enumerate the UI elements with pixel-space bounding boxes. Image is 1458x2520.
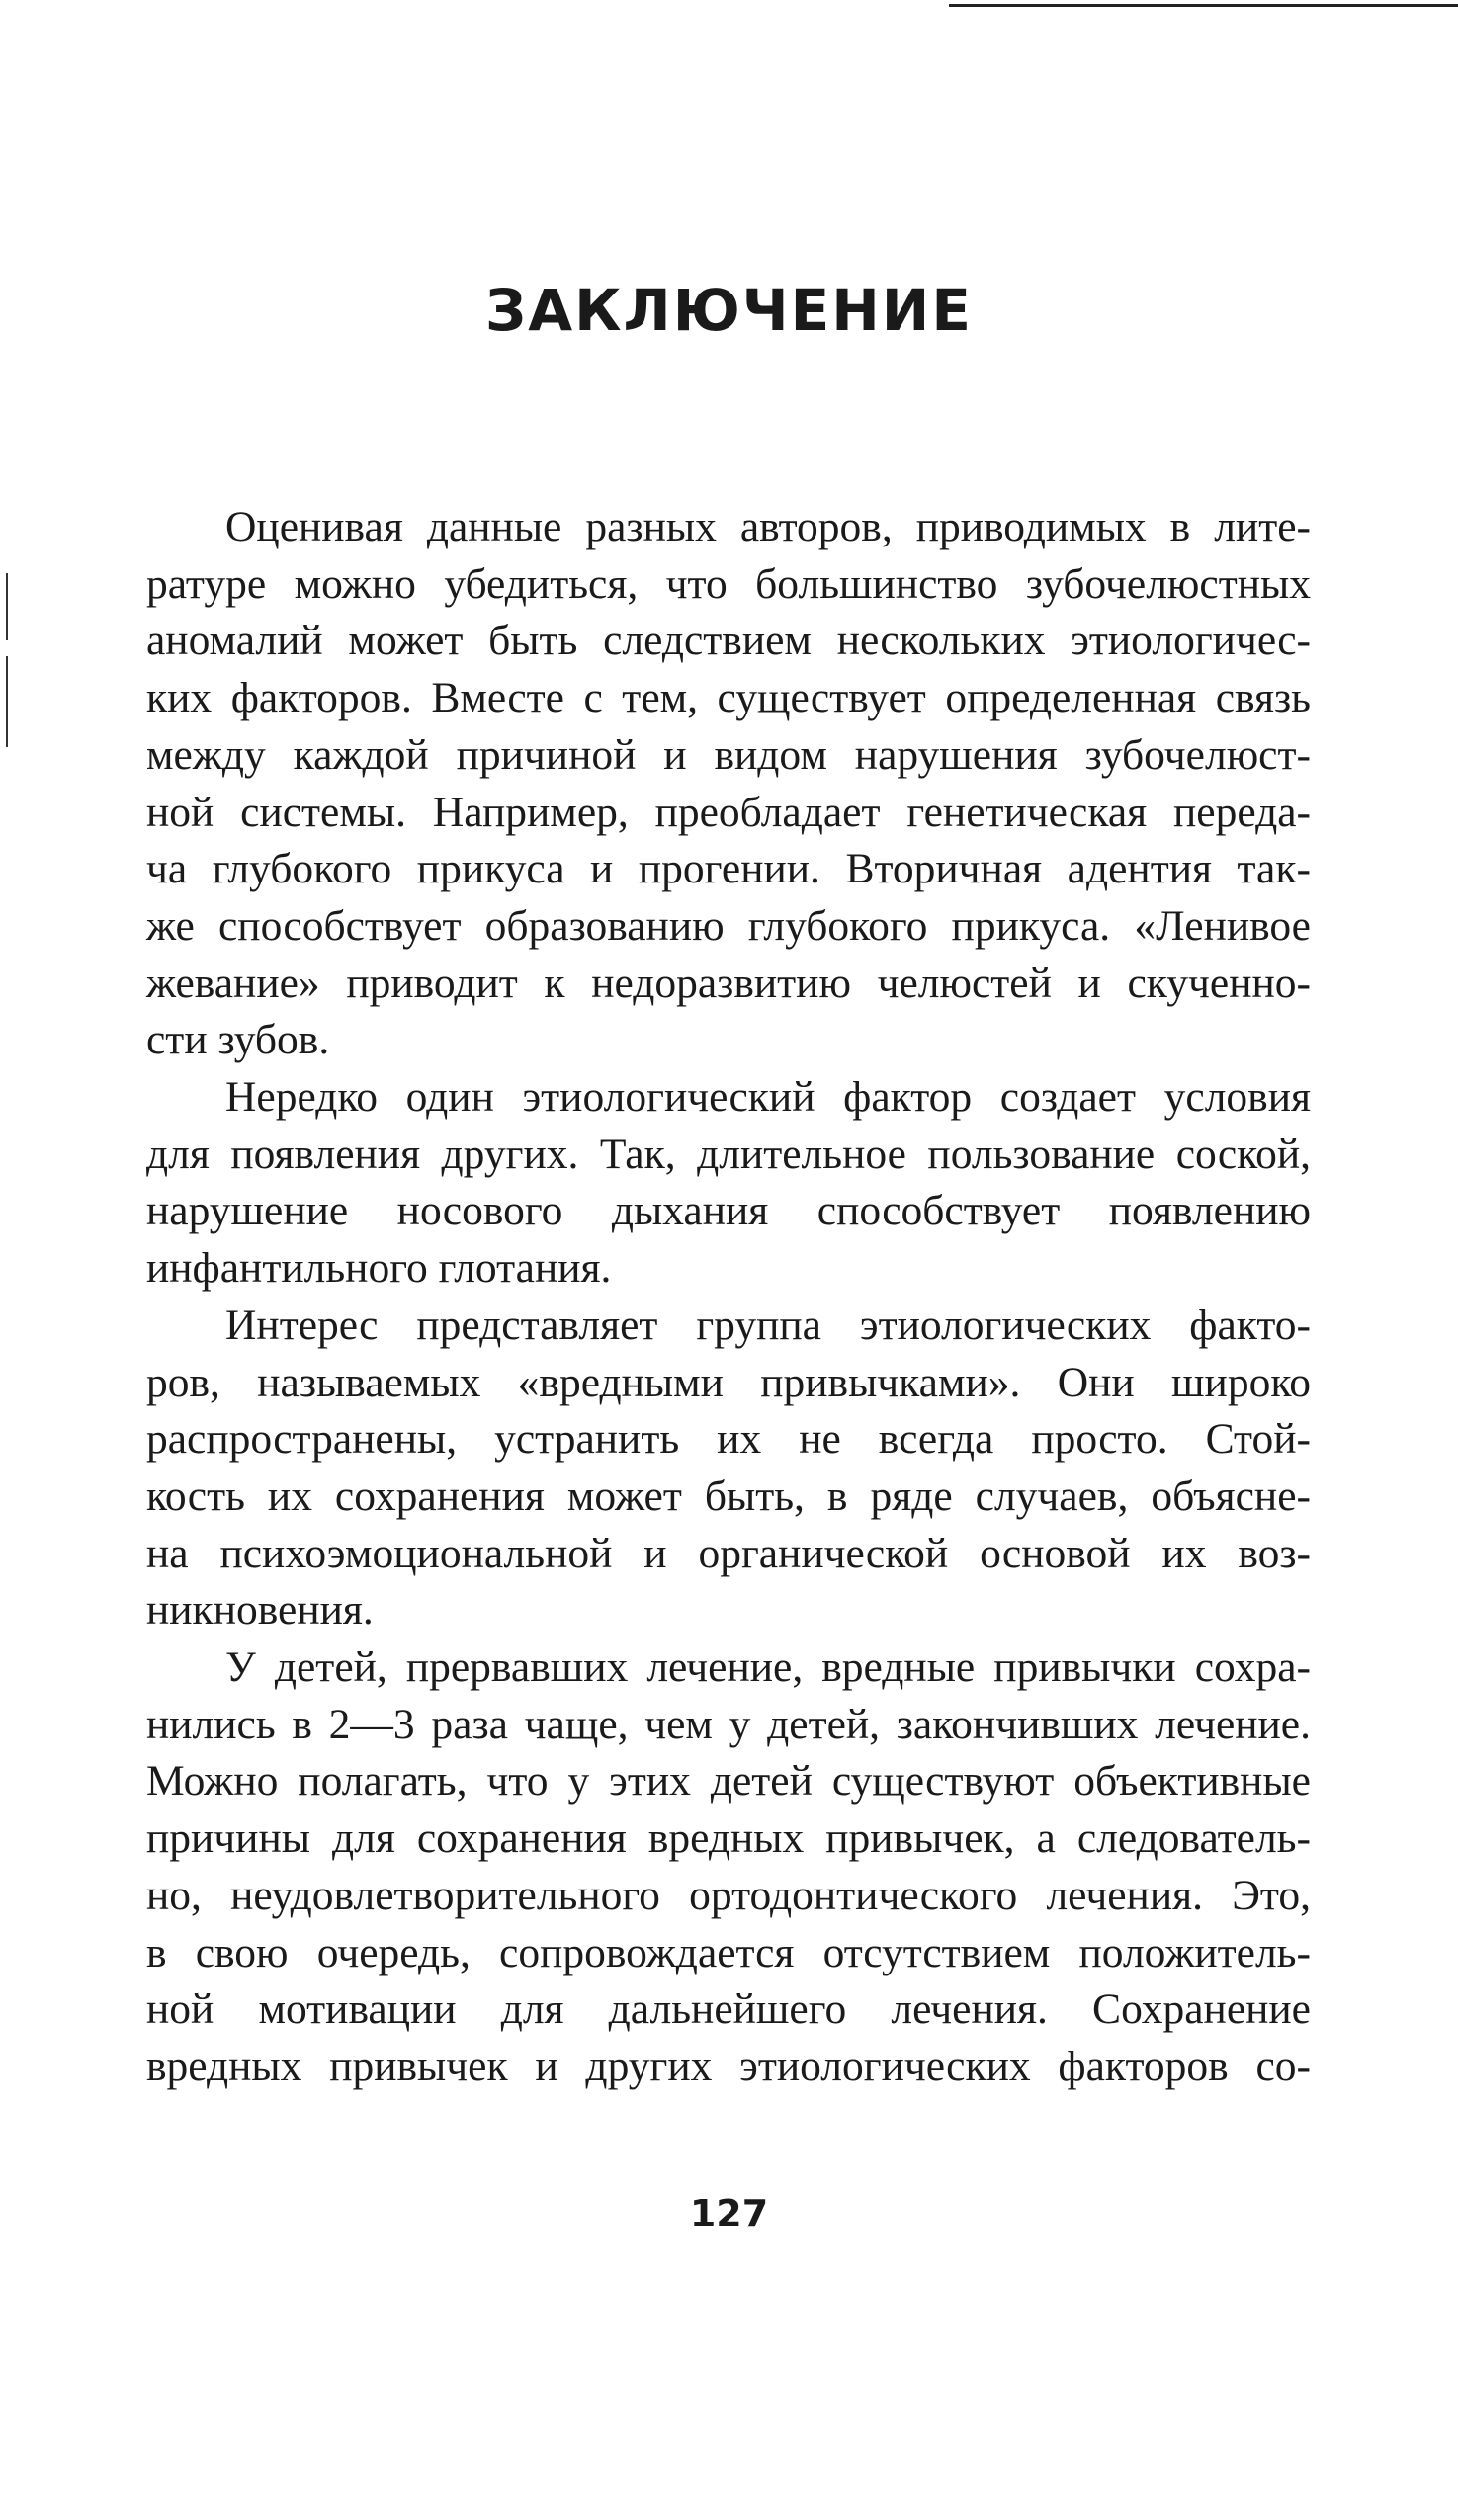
paragraph (146, 1639, 1311, 2096)
text-line: же способствует образованию глубокого прикуса. «Ленивое (146, 901, 1311, 950)
page-number: 127 (689, 2192, 769, 2235)
body-text (146, 499, 1311, 2096)
margin-mark (6, 656, 8, 747)
text-line: У детей, прервавших лечение, вредные привычки сохра- (225, 1643, 1311, 1692)
paragraph (146, 1298, 1311, 1639)
text-line: но, неудовлетворительного ортодонтического лечения. Это, (146, 1871, 1311, 1919)
top-rule (949, 4, 1458, 7)
text-line: нились в 2—3 раза чаще, чем у детей, закончивших лечение. (146, 1700, 1311, 1748)
text-line: сти зубов. (146, 1016, 330, 1064)
margin-mark (6, 573, 8, 640)
text-line: жевание» приводит к недоразвитию челюстей и скученно- (146, 959, 1311, 1007)
text-line: ной мотивации для дальнейшего лечения. Сохранение (146, 1985, 1311, 2034)
text-line: ких факторов. Вместе с тем, существует определенная связь (146, 674, 1311, 722)
text-line: Интерес представляет группа этиологических факто- (225, 1301, 1311, 1349)
text-line: Нередко один этиологический фактор создает условия (225, 1073, 1311, 1122)
text-line: никновения. (146, 1586, 374, 1635)
text-line: ров, называемых «вредными привычками». Они широко (146, 1358, 1311, 1406)
text-line: вредных привычек и других этиологических факторов со- (146, 2042, 1311, 2090)
text-line: Можно полагать, что у этих детей существуют объективные (146, 1757, 1311, 1806)
text-line: ча глубокого прикуса и прогении. Вторичная адентия так- (146, 845, 1311, 893)
paragraph (146, 499, 1311, 1069)
text-line: Оценивая данные разных авторов, приводимых в лите- (225, 503, 1311, 550)
text-line: ратуре можно убедиться, что большинство зубочелюстных (146, 559, 1311, 608)
text-line: нарушение носового дыхания способствует появлению (146, 1187, 1311, 1235)
text-line: распространены, устранить их не всегда просто. Стой- (146, 1415, 1311, 1464)
text-line: причины для сохранения вредных привычек, а следователь- (146, 1814, 1311, 1863)
text-line: на психоэмоциональной и органической основой их воз- (146, 1529, 1311, 1577)
text-line: для появления других. Так, длительное пользование соской, (146, 1130, 1311, 1178)
text-line: инфантильного глотания. (146, 1244, 612, 1293)
chapter-heading: ЗАКЛЮЧЕНИЕ (485, 277, 973, 344)
text-line: ной системы. Например, преобладает генетическая переда- (146, 788, 1311, 836)
paragraph (146, 1069, 1311, 1298)
text-line: аномалий может быть следствием нескольких этиологичес- (146, 617, 1311, 665)
text-line: кость их сохранения может быть, в ряде случаев, объясне- (146, 1471, 1311, 1520)
text-line: в свою очередь, сопровождается отсутствием положитель- (146, 1928, 1311, 1976)
text-line: между каждой причиной и видом нарушения зубочелюст- (146, 730, 1311, 779)
